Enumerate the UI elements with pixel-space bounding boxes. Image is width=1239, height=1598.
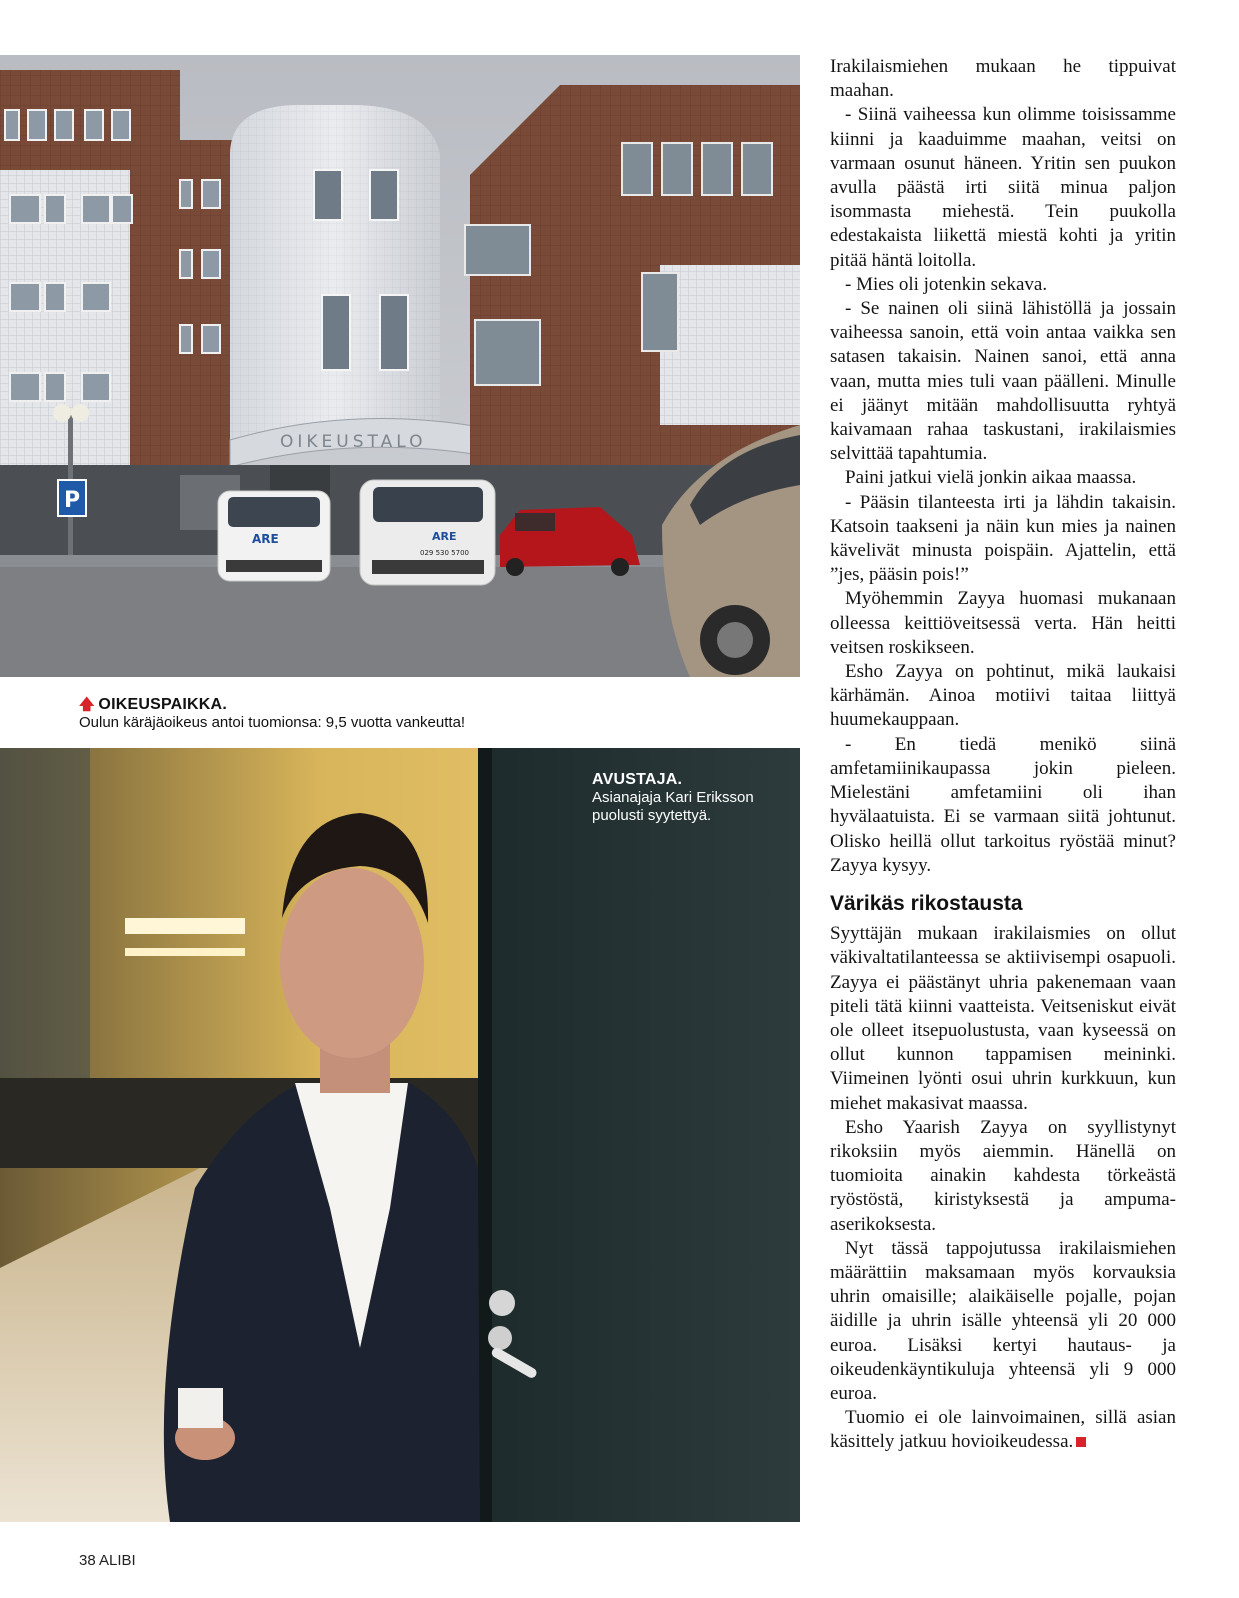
article-paragraph: - En tiedä menikö siinä amfetamiinikaupassa jokin pieleen. Mielestäni amfetamiini oli ihan hyvälaatuista. Ei se varmaan siitä johtunut. Olisko heillä ollut tarkoitus ryöstää minut? Zayya kysyy. <box>830 733 1176 876</box>
article-paragraph: Esho Zayya on pohtinut, mikä laukaisi kärhämän. Ainoa motiivi taitaa liittyä huumekauppaan. <box>830 661 1176 731</box>
caption-text-line-1: Asianajaja Kari Eriksson <box>592 789 754 806</box>
article-paragraph: - Siinä vaiheessa kun olimme toisissamme kiinni ja kaaduimme maahan, veitsi on varmaan osunut häneen. Yritin sen puukon avulla päästä irti siitä minua paljon isommasta miehestä. Tein puukolla edestakaista liikettä miestä kohti ja yritin pitää häntä loitolla. <box>830 104 1176 271</box>
van-left <box>218 491 330 581</box>
parking-sign: P <box>64 488 81 513</box>
article-paragraph-text: Tuomio ei ole lainvoimainen, sillä asian käsittely jatkuu hovioikeudessa. <box>830 1407 1176 1453</box>
caption-text: Oulun käräjäoikeus antoi tuomionsa: 9,5 vuotta vankeutta! <box>79 714 466 731</box>
van-right <box>360 480 495 585</box>
bottom-photo-caption <box>592 771 754 825</box>
page-footer: 38 ALIBI <box>79 1552 136 1569</box>
article-paragraph: Syyttäjän mukaan irakilaismies on ollut väkivaltatilanteessa se aktiivisempi osapuoli. Zayya ei päästänyt uhria pakenemaan vaan piteli tätä kiinni vaatteista. Veitseniskut eivät ole olleet itsepuolustusta, vaan kyseessä on ollut kunnon tappamisen meininki. Viimeinen lyönti osui uhrin kurkkuun, kun miehet makasivat maassa. <box>830 923 1176 1114</box>
article-column <box>830 55 1176 1455</box>
article-paragraph: Nyt tässä tappojutussa irakilaismiehen määrättiin maksamaan myös korvauksia uhrin omaisille; alaikäiselle pojalle, pojan äidille ja uhrin isälle yhteensä yli 20 000 euroa. Lisäksi kertyi hautaus- ja oikeudenkäyntikuluja yhteensä yli 9 000 euroa. <box>830 1237 1176 1404</box>
article-paragraph: - Pääsin tilanteesta irti ja lähdin takaisin. Katsoin taakseni ja näin kun mies ja nainen kävelivät minusta poispäin. Ajattelin, että ”jes, pääsin pois!” <box>830 491 1176 586</box>
article-paragraph: - Se nainen oli siinä lähistöllä ja jossain vaiheessa sanoin, että voin antaa vaikka sen satasen takaisin. Nainen sanoi, että anna vaan, mutta mies tuli vaan päälleni. Minulle ei jäänyt mitään mahdollisuutta ryhtyä kaivamaan rahaa taskustani, irakilaismies selvittää tapahtumia. <box>830 298 1176 465</box>
svg-text:ARE: ARE <box>432 530 457 543</box>
article-paragraph: Irakilaismiehen mukaan he tippuivat maahan. <box>830 56 1176 102</box>
svg-text:ARE: ARE <box>252 532 279 546</box>
article-paragraph-last <box>830 1406 1176 1454</box>
building-sign: OIKEUSTALO <box>280 432 427 452</box>
article-paragraph: - Mies oli jotenkin sekava. <box>845 273 1048 295</box>
courthouse-photo <box>0 55 800 677</box>
lawyer-photo <box>0 748 800 1522</box>
top-photo-caption <box>79 696 465 732</box>
article-paragraph: Myöhemmin Zayya huomasi mukanaan olleessa keittiöveitsessä verta. Hän heitti veitsen roskikseen. <box>830 588 1176 658</box>
caption-text-line-2: puolusti syytettyä. <box>592 807 712 824</box>
arrow-up-icon: 🡅 <box>79 696 95 713</box>
svg-text:029 530 5700: 029 530 5700 <box>420 549 469 557</box>
article-paragraph: Esho Yaarish Zayya on syyllistynyt rikoksiin myös aiemmin. Hänellä on tuomioita ainakin kahdesta törkeästä ryöstöstä, kiristyksestä ja ampuma-aserikoksesta. <box>830 1116 1176 1235</box>
article-paragraph: Paini jatkui vielä jonkin aikaa maassa. <box>845 467 1137 489</box>
caption-title: OIKEUSPAIKKA. <box>98 696 227 713</box>
section-heading: Värikäs rikostausta <box>830 891 1023 915</box>
end-mark-icon <box>1076 1437 1086 1447</box>
caption-title: AVUSTAJA. <box>592 771 683 788</box>
